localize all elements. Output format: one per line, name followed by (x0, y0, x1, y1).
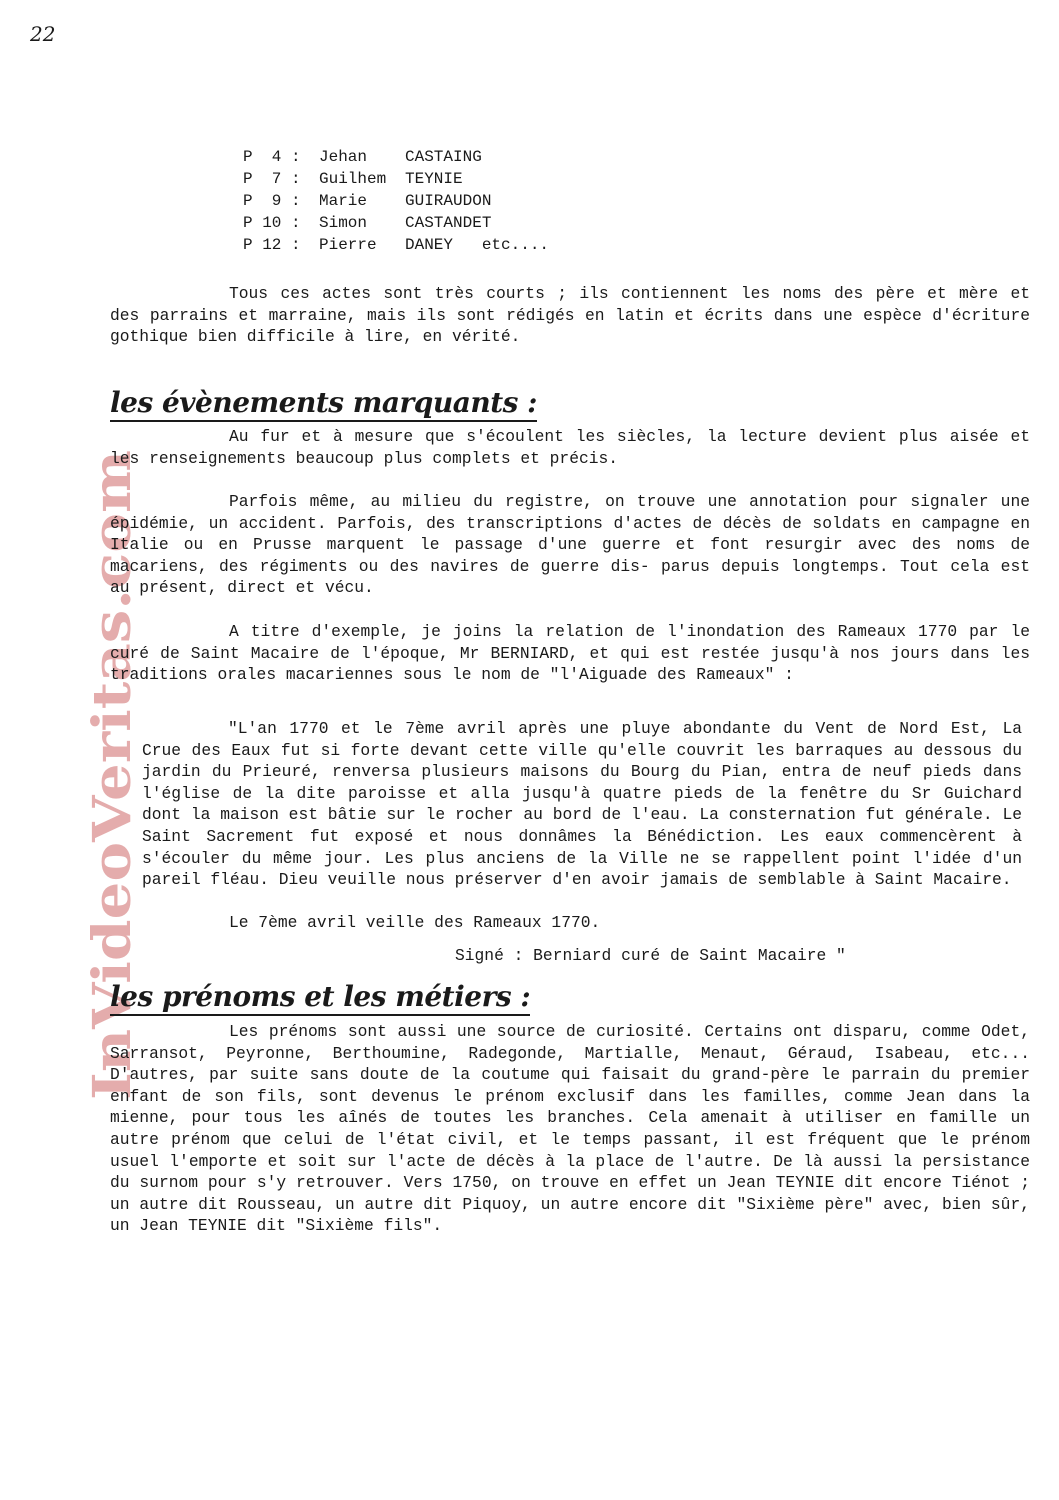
register-page: P 9 : (243, 192, 301, 210)
names-paragraph: Les prénoms sont aussi une source de curiosité. Certains ont disparu, comme Odet, Sarransot, Peyronne, Berthoumine, Radegonde, Martialle, Menaut, Géraud, Isabeau, etc... D'autres, par suite sans doute de la coutume qui faisait du grand-père le parrain du premier enfant de son fils, sont devenus le prénom exclusif dans les familles, comme Jean dans la mienne, pour tous les aînés de toutes les branches. Cela amenait à utiliser en famille un autre prénom que celui de l'état civil, et le temps passant, il est fréquent que le prénom usuel l'emporte et soit sur l'acte de décès à la place de l'autre. De là aussi la persistance du surnom pour s'y retrouver. Vers 1750, on trouve en effet un Jean TEYNIE dit encore Tiénot ; un autre dit Rousseau, un autre dit Piquoy, un autre encore dit "Sixième père" avec, bien sûr, un Jean TEYNIE dit "Sixième fils". (110, 1022, 1030, 1236)
flood-quotation (142, 718, 1022, 891)
register-firstname: Pierre (319, 236, 377, 254)
events-paragraph-1: Au fur et à mesure que s'écoulent les siècles, la lecture devient plus aisée et les renseignements beaucoup plus complets et précis. (110, 427, 1030, 468)
register-lastname: CASTANDET (405, 214, 492, 232)
section-heading-text: les évènements marquants : (110, 386, 538, 419)
register-page: P 4 : (243, 148, 301, 166)
quotation-date: Le 7ème avril veille des Rameaux 1770. (229, 913, 601, 932)
flood-quotation-text: "L'an 1770 et le 7ème avril après une pluye abondante du Vent de Nord Est, La Crue des Eaux fut si forte devant cette ville qu'elle couvrit les barraques au dessous du jardin du Prieuré, renversa plusieurs maisons du Bourg du Pian, entra de neuf pieds dans l'église de la dite paroisse et alla jusqu'à quatre pieds de la fenêtre du Sr Guichard dont la maison est bâtie sur le rocher au bord de l'eau. La consternation fut générale. Le Saint Sacrement fut exposé et nous donnâmes la Bénédiction. Les eaux commencèrent à s'écouler du même jour. Les plus anciens de la Ville ne se rappellent point l'idée d'un pareil fléau. Dieu veuille nous préserver d'en avoir jamais de semblable à Saint Macaire. (142, 719, 1022, 890)
section-heading-events (110, 386, 537, 419)
events-paragraph-2: Parfois même, au milieu du registre, on trouve une annotation pour signaler une épidémie, un accident. Parfois, des transcriptions d'actes de décès de soldats en campagne en Italie ou en Prusse marquent le passage d'une guerre et font resurgir avec des noms de macariens, des régiments ou des navires de guerre dis- parus depuis longtemps. Tout cela est au présent, direct et vécu. (110, 492, 1030, 598)
register-list (243, 146, 549, 256)
intro-paragraph: Tous ces actes sont très courts ; ils contiennent les noms des père et mère et des parrains et marraine, mais ils sont rédigés en latin et écrits dans une espèce d'écriture gothique bien difficile à lire, en vérité. (110, 284, 1030, 347)
register-firstname: Marie (319, 192, 368, 210)
quotation-signature: Signé : Berniard curé de Saint Macaire " (455, 946, 846, 965)
register-firstname: Jehan (319, 148, 368, 166)
register-row (243, 190, 549, 212)
register-row (243, 212, 549, 234)
register-page: P 12 : (243, 236, 301, 254)
register-lastname: DANEY etc.... (405, 236, 550, 254)
section-heading-names (110, 980, 530, 1013)
register-row (243, 168, 549, 190)
register-firstname: Guilhem (319, 170, 387, 188)
page-number: 22 (30, 22, 56, 46)
heading-underline (110, 420, 537, 422)
register-lastname: GUIRAUDON (405, 192, 492, 210)
section-heading-text: les prénoms et les métiers : (110, 980, 531, 1013)
register-row (243, 234, 549, 256)
register-row (243, 146, 549, 168)
heading-underline (110, 1014, 530, 1016)
register-firstname: Simon (319, 214, 368, 232)
register-page: P 7 : (243, 170, 301, 188)
register-lastname: CASTAING (405, 148, 482, 166)
watermark-text: InVideoVeritas.com (82, 532, 143, 1100)
register-page: P 10 : (243, 214, 301, 232)
register-lastname: TEYNIE (405, 170, 463, 188)
events-paragraph-3: A titre d'exemple, je joins la relation de l'inondation des Rameaux 1770 par le curé de Saint Macaire de l'époque, Mr BERNIARD, et qui est restée jusqu'à nos jours dans les traditions orales macariennes sous le nom de "l'Aiguade des Rameaux" : (110, 622, 1030, 685)
